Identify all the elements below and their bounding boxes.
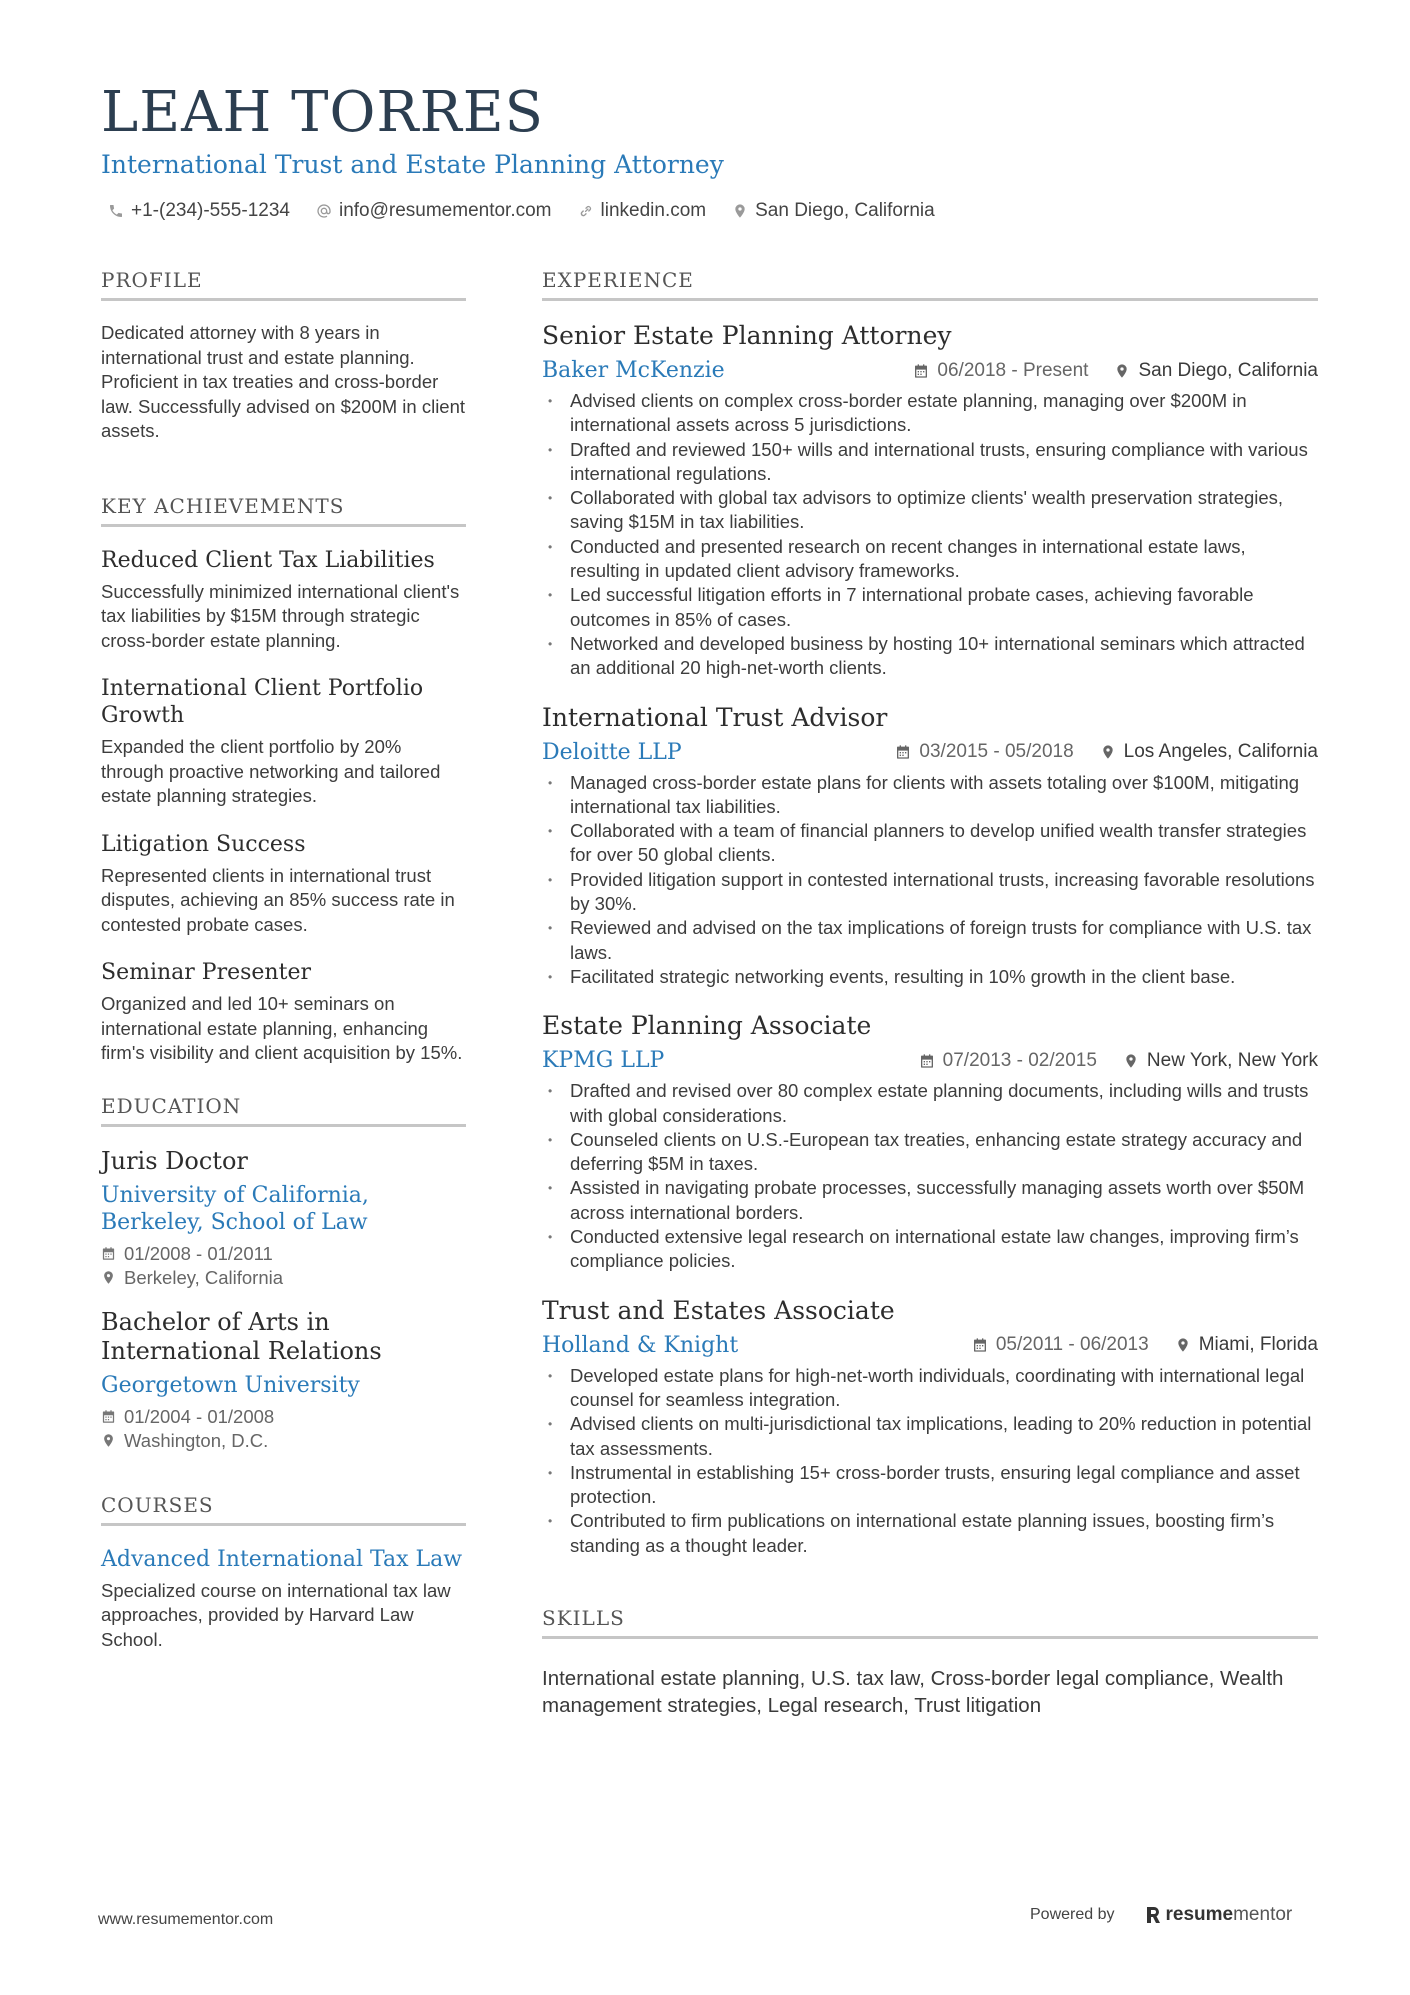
job-location	[1175, 1334, 1318, 1356]
contact-location-text: San Diego, California	[755, 200, 935, 221]
education-school: University of California, Berkeley, School of Law	[101, 1182, 369, 1235]
contact-phone-text: +1-(234)-555-1234	[131, 200, 290, 221]
job-dates-text: 05/2011 - 06/2013	[995, 1334, 1149, 1356]
contact-phone	[108, 200, 290, 222]
job-entry	[542, 1011, 1318, 1273]
contact-email-text: info@resumementor.com	[338, 200, 552, 221]
job-bullet: • Counseled clients on U.S.-European tax treaties, enhancing estate strategy accuracy and deferring $5M in taxes.	[542, 1128, 1318, 1177]
achievement-item	[101, 547, 466, 654]
location-pin-icon	[1114, 363, 1130, 379]
calendar-icon	[972, 1337, 988, 1353]
job-company: KPMG LLP	[542, 1048, 665, 1074]
profile-heading: PROFILE	[101, 268, 466, 301]
job-info-row	[542, 358, 1318, 383]
education-degree: Bachelor of Arts in International Relations	[101, 1307, 382, 1365]
job-entry	[542, 703, 1318, 990]
job-bullet: • Managed cross-border estate plans for clients with assets totaling over $100M, mitigating international tax liabilities.	[542, 771, 1318, 820]
job-info-row	[542, 1048, 1318, 1073]
skills-section	[542, 1606, 1318, 1719]
skills-text: International estate planning, U.S. tax law, Cross-border legal compliance, Wealth management strategies, Legal research, Trust litigation	[542, 1666, 1284, 1717]
location-pin-icon	[1100, 744, 1116, 760]
course-text: Specialized course on international tax law approaches, provided by Harvard Law School.	[101, 1579, 451, 1650]
location-pin-icon	[101, 1433, 116, 1448]
job-bullets	[542, 771, 1318, 990]
job-meta	[913, 360, 1318, 382]
job-dates-text: 06/2018 - Present	[937, 359, 1089, 381]
job-location-text: New York, New York	[1146, 1049, 1318, 1071]
job-bullet: • Assisted in navigating probate processes, successfully managing assets worth over $50M across international borders.	[542, 1176, 1318, 1225]
job-bullet: • Provided litigation support in contested international trusts, increasing favorable resolutions by 30%.	[542, 868, 1318, 917]
courses-section	[101, 1493, 466, 1653]
right-column	[542, 268, 1318, 1719]
education-location-text: Washington, D.C.	[124, 1429, 269, 1451]
education-location	[101, 1266, 466, 1290]
job-company: Holland & Knight	[542, 1332, 739, 1358]
job-dates-text: 03/2015 - 05/2018	[919, 741, 1074, 763]
job-company: Baker McKenzie	[542, 358, 725, 383]
education-dates-text: 01/2008 - 01/2011	[124, 1242, 273, 1264]
job-title: International Trust Advisor	[542, 702, 888, 732]
job-meta	[919, 1050, 1318, 1072]
job-location	[1114, 360, 1318, 382]
education-section	[101, 1094, 466, 1453]
achievement-item	[101, 831, 466, 938]
contact-bar	[108, 200, 935, 222]
calendar-icon	[919, 1053, 935, 1069]
achievement-title: Litigation Success	[101, 831, 306, 857]
footer-website[interactable]: www.resumementor.com	[98, 1911, 274, 1928]
job-bullet: • Conducted and presented research on recent changes in international estate laws, resulting in updated client advisory frameworks.	[542, 535, 1318, 584]
education-heading: EDUCATION	[101, 1094, 466, 1127]
job-bullet: • Led successful litigation efforts in 7 international probate cases, achieving favorable outcomes in 85% of cases.	[542, 583, 1318, 632]
profile-text: Dedicated attorney with 8 years in international trust and estate planning. Proficient in tax treaties and cross-border law. Successfully advised on $200M in client assets.	[101, 322, 466, 441]
contact-linkedin[interactable]	[578, 200, 707, 222]
job-meta	[972, 1334, 1318, 1356]
achievement-text: Expanded the client portfolio by 20% through proactive networking and tailored estate planning strategies.	[101, 736, 441, 806]
job-location-text: Los Angeles, California	[1123, 741, 1318, 763]
achievement-text: Successfully minimized international client's tax liabilities by $15M through strategic cross-border estate planning.	[101, 580, 460, 651]
brand-logo[interactable]	[1145, 1904, 1293, 1926]
job-bullets	[542, 1079, 1318, 1273]
job-dates	[913, 360, 1088, 382]
job-info-row	[542, 1333, 1318, 1358]
calendar-icon	[895, 744, 911, 760]
education-dates	[101, 1405, 466, 1429]
education-dates	[101, 1242, 466, 1266]
achievement-title: International Client Portfolio Growth	[101, 676, 424, 728]
courses-heading: COURSES	[101, 1493, 466, 1526]
contact-email[interactable]	[316, 200, 552, 222]
job-dates-text: 07/2013 - 02/2015	[942, 1049, 1097, 1071]
achievement-item	[101, 959, 466, 1066]
footer-branding	[1030, 1904, 1292, 1926]
skills-heading: SKILLS	[542, 1606, 1318, 1639]
location-pin-icon	[1175, 1337, 1191, 1353]
education-school: Georgetown University	[101, 1372, 360, 1398]
education-item	[101, 1147, 466, 1290]
at-icon	[316, 203, 332, 219]
job-bullet: • Advised clients on complex cross-border estate planning, managing over $200M in international assets across 5 jurisdictions.	[542, 389, 1318, 438]
calendar-icon	[101, 1409, 116, 1424]
job-company: Deloitte LLP	[542, 739, 682, 765]
location-pin-icon	[101, 1270, 116, 1285]
education-degree: Juris Doctor	[101, 1146, 248, 1175]
job-bullet: • Drafted and revised over 80 complex estate planning documents, including wills and trusts with global considerations.	[542, 1079, 1318, 1128]
job-dates	[919, 1050, 1097, 1072]
job-title: Estate Planning Associate	[542, 1011, 872, 1041]
job-title: Senior Estate Planning Attorney	[542, 321, 952, 350]
job-location	[1123, 1050, 1318, 1072]
job-bullet: • Developed estate plans for high-net-worth individuals, coordinating with international legal counsel for seamless integration.	[542, 1364, 1318, 1413]
achievement-text: Represented clients in international trust disputes, achieving an 85% success rate in contested probate cases.	[101, 864, 455, 935]
candidate-role: International Trust and Estate Planning Attorney	[101, 150, 724, 179]
achievements-heading: KEY ACHIEVEMENTS	[101, 494, 466, 527]
calendar-icon	[101, 1246, 116, 1261]
profile-section	[101, 268, 466, 444]
job-entry	[542, 321, 1318, 681]
job-bullet: • Advised clients on multi-jurisdictional tax implications, leading to 20% reduction in potential tax assessments.	[542, 1412, 1318, 1461]
job-title: Trust and Estates Associate	[542, 1295, 895, 1325]
achievement-text: Organized and led 10+ seminars on international estate planning, enhancing firm's visibility and client acquisition by 15%.	[101, 993, 463, 1063]
education-dates-text: 01/2004 - 01/2008	[124, 1405, 275, 1427]
achievement-title: Seminar Presenter	[101, 960, 311, 985]
job-bullet: • Conducted extensive legal research on international estate law changes, improving firm’s compliance policies.	[542, 1225, 1318, 1274]
experience-heading: EXPERIENCE	[542, 268, 1318, 301]
education-item	[101, 1308, 466, 1453]
education-location-text: Berkeley, California	[124, 1266, 284, 1288]
link-icon	[578, 203, 594, 219]
job-location-text: San Diego, California	[1138, 359, 1318, 381]
brand-bold: resume	[1165, 1904, 1234, 1925]
job-bullet: • Collaborated with a team of financial planners to develop unified wealth transfer strategies for over 50 global clients.	[542, 819, 1318, 868]
brand-light: mentor	[1233, 1904, 1293, 1925]
job-bullet: • Drafted and reviewed 150+ wills and international trusts, ensuring compliance with various international regulations.	[542, 438, 1318, 487]
calendar-icon	[913, 363, 929, 379]
phone-icon	[108, 203, 124, 219]
job-entry	[542, 1296, 1318, 1558]
left-column	[101, 268, 466, 1652]
contact-linkedin-text: linkedin.com	[600, 200, 707, 221]
job-dates	[972, 1334, 1149, 1356]
achievement-title: Reduced Client Tax Liabilities	[101, 547, 435, 573]
job-bullet: • Facilitated strategic networking events, resulting in 10% growth in the client base.	[542, 965, 1318, 989]
candidate-name: LEAH TORRES	[101, 80, 544, 145]
resumementor-logo-icon	[1145, 1906, 1161, 1924]
job-bullets	[542, 389, 1318, 681]
job-bullet: • Reviewed and advised on the tax implications of foreign trusts for compliance with U.S. tax laws.	[542, 916, 1318, 965]
achievement-item	[101, 675, 466, 809]
job-dates	[895, 741, 1073, 763]
powered-by-label: Powered by	[1030, 1906, 1115, 1923]
job-meta	[895, 741, 1318, 763]
course-title: Advanced International Tax Law	[101, 1546, 463, 1572]
location-pin-icon	[1123, 1053, 1139, 1069]
achievements-section	[101, 494, 466, 1066]
job-location	[1100, 741, 1318, 763]
job-bullet: • Contributed to firm publications on international estate planning issues, boosting firm’s standing as a thought leader.	[542, 1509, 1318, 1558]
location-pin-icon	[732, 203, 748, 219]
education-location	[101, 1429, 466, 1453]
job-info-row	[542, 740, 1318, 765]
job-bullets	[542, 1364, 1318, 1558]
job-bullet: • Networked and developed business by hosting 10+ international seminars which attracted an additional 20 high-net-worth clients.	[542, 632, 1318, 681]
contact-location	[732, 200, 935, 222]
job-bullet: • Instrumental in establishing 15+ cross-border trusts, ensuring legal compliance and asset protection.	[542, 1461, 1318, 1510]
job-bullet: • Collaborated with global tax advisors to optimize clients' wealth preservation strategies, saving $15M in tax liabilities.	[542, 486, 1318, 535]
job-location-text: Miami, Florida	[1198, 1334, 1318, 1356]
